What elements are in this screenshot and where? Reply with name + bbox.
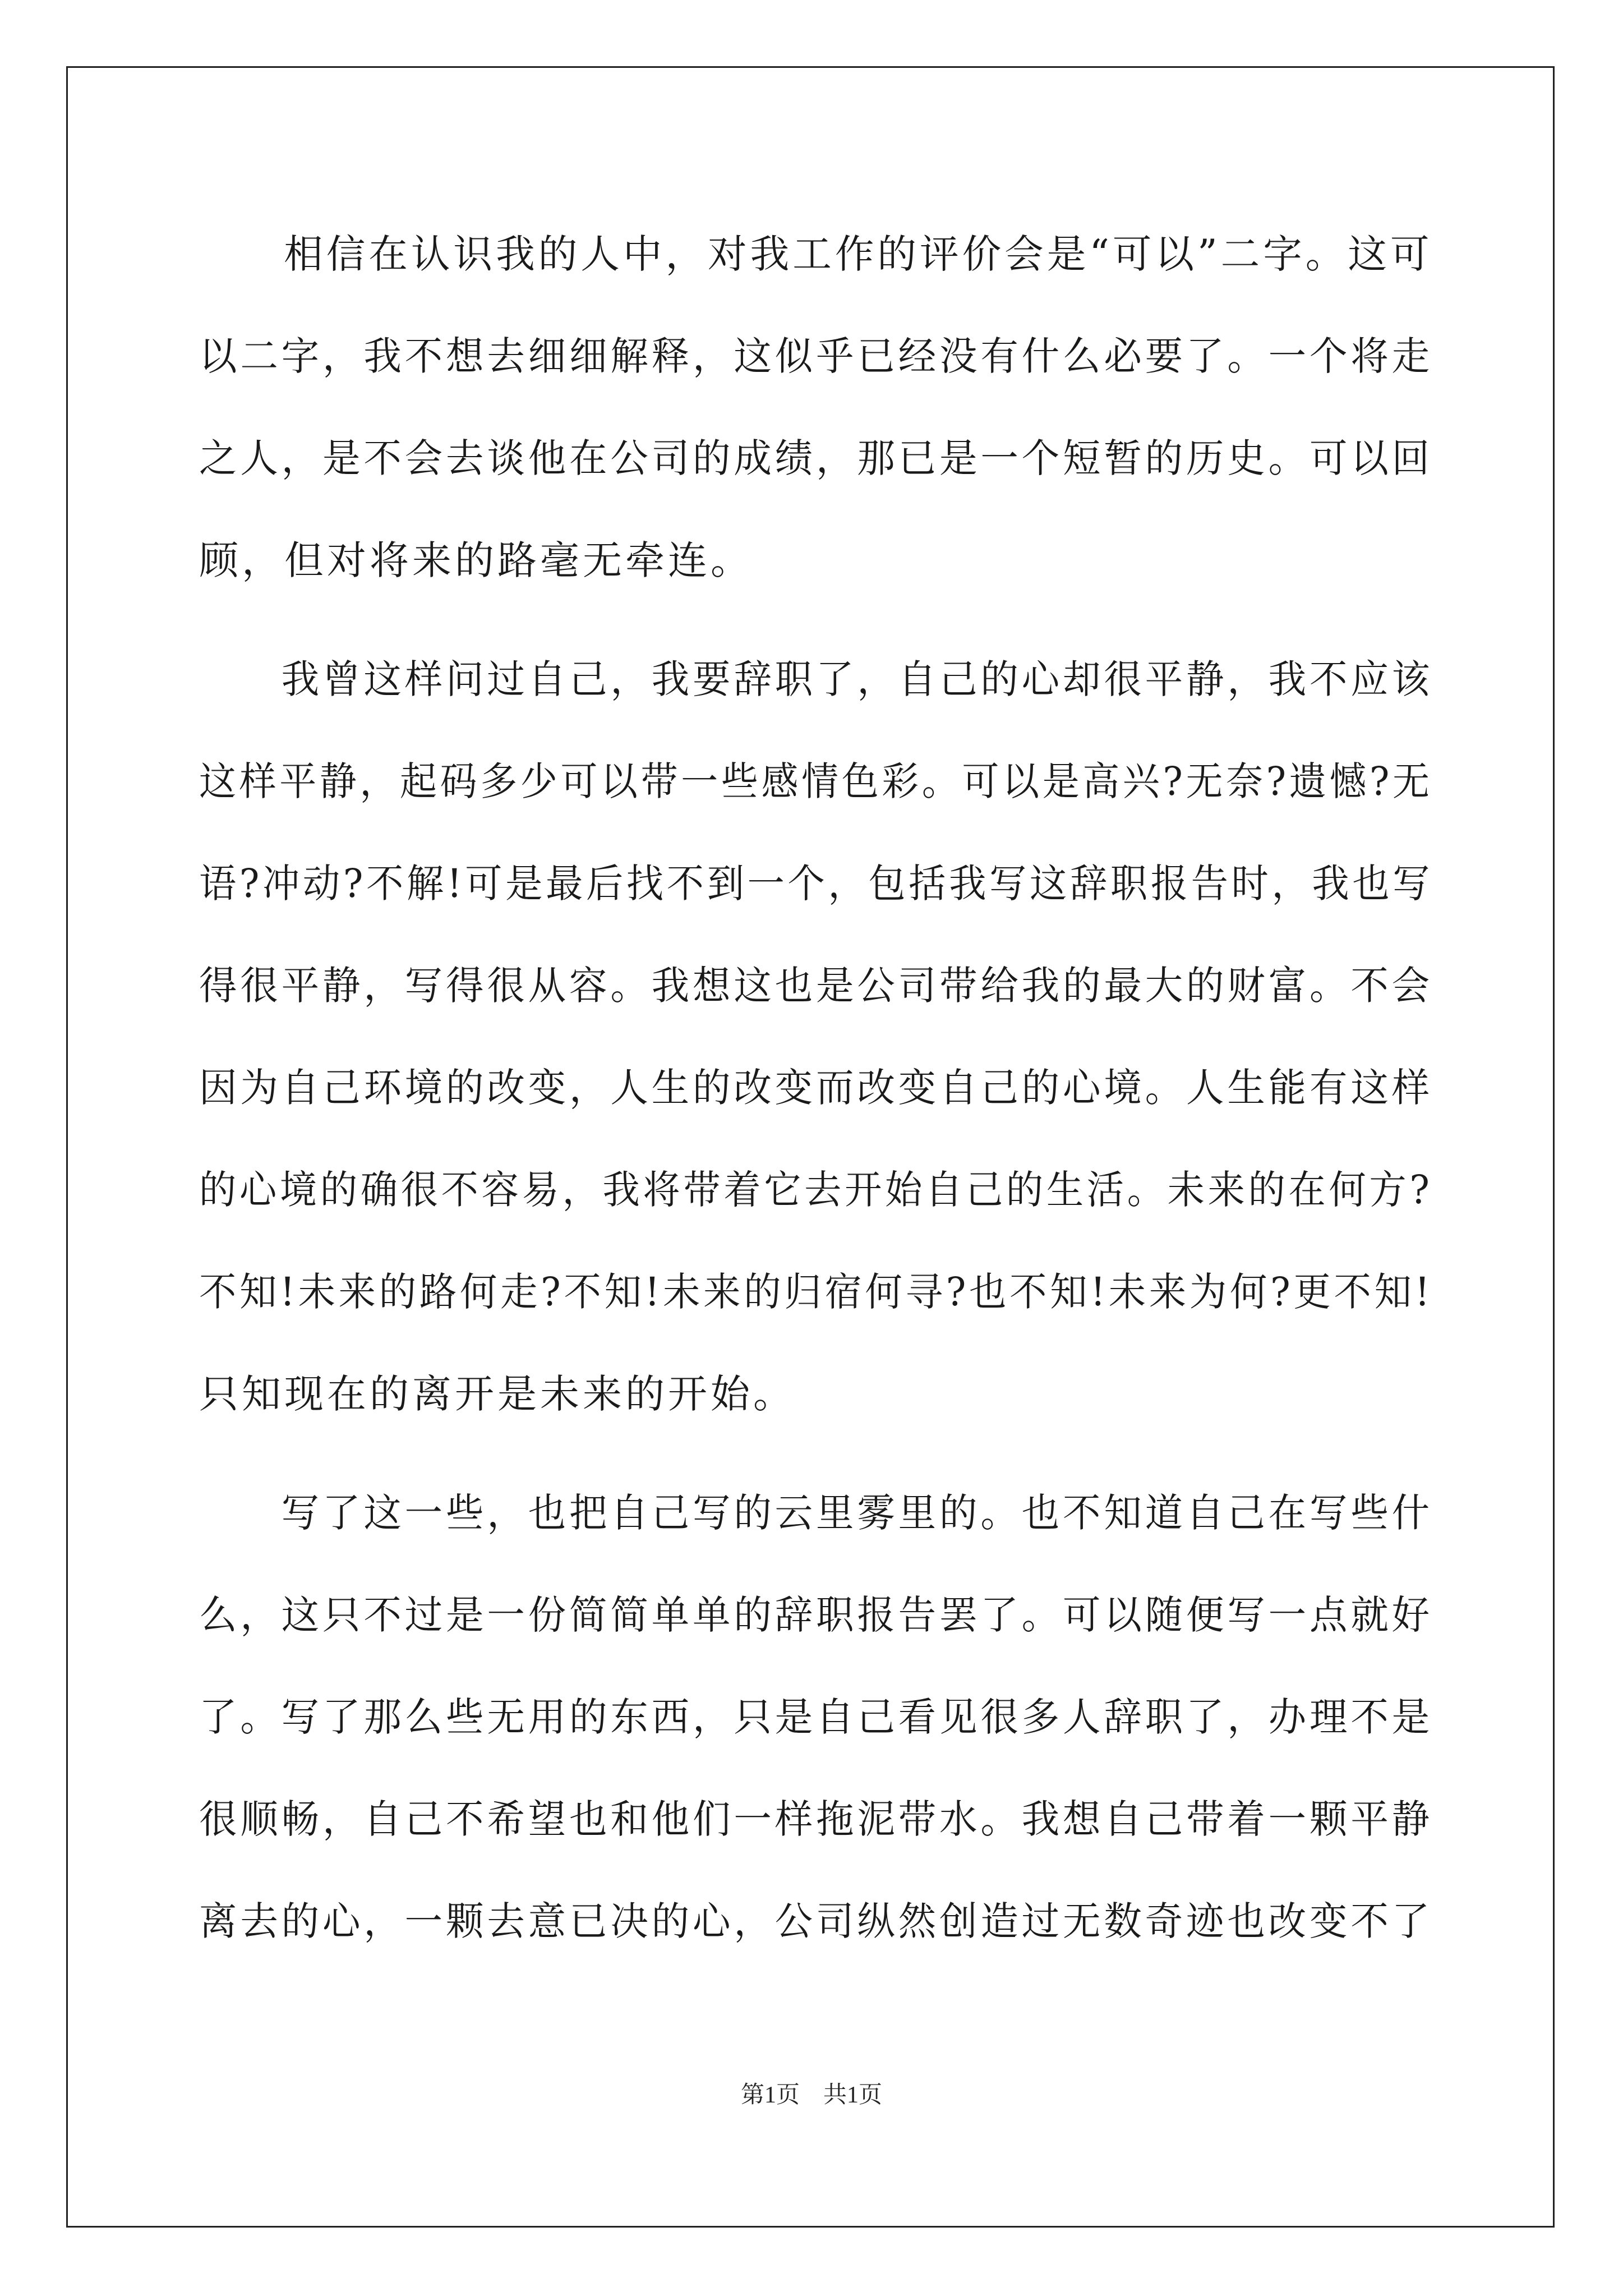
text-line: 相信在认识我的人中，对我工作的评价会是“可以”二字。这可 [199,231,1433,277]
text-line: 这样平静，起码多少可以带一些感情色彩。可以是高兴?无奈?遗憾?无 [199,758,1433,804]
text-line: 顾，但对将来的路毫无牵连。 [199,537,753,583]
text-line: 只知现在的离开是未来的开始。 [199,1371,796,1417]
text-line: 我曾这样问过自己，我要辞职了，自己的心却很平静，我不应该 [199,656,1433,702]
text-line: 的心境的确很不容易，我将带着它去开始自己的生活。未来的在何方? [199,1167,1433,1213]
text-line: 离去的心，一颗去意已决的心，公司纵然创造过无数奇迹也改变不了 [199,1898,1433,1944]
text-line: 了。写了那么些无用的东西，只是自己看见很多人辞职了，办理不是 [199,1694,1433,1740]
text-line: 很顺畅，自己不希望也和他们一样拖泥带水。我想自己带着一颗平静 [199,1796,1433,1842]
text-line: 以二字，我不想去细细解释，这似乎已经没有什么必要了。一个将走 [199,333,1433,379]
text-line: 得很平静，写得很从容。我想这也是公司带给我的最大的财富。不会 [199,963,1433,1009]
text-line: 写了这一些，也把自己写的云里雾里的。也不知道自己在写些什 [199,1490,1433,1536]
text-line: 之人，是不会去谈他在公司的成绩，那已是一个短暂的历史。可以回 [199,435,1433,481]
page-number-footer: 第1页 共1页 [740,2082,882,2108]
text-line: 么，这只不过是一份简简单单的辞职报告罢了。可以随便写一点就好 [199,1592,1433,1638]
text-line: 语?冲动?不解!可是最后找不到一个，包括我写这辞职报告时，我也写 [199,861,1433,907]
text-line: 不知!未来的路何走?不知!未来的归宿何寻?也不知!未来为何?更不知! [199,1269,1433,1315]
text-line: 因为自己环境的改变，人生的改变而改变自己的心境。人生能有这样 [199,1065,1433,1111]
